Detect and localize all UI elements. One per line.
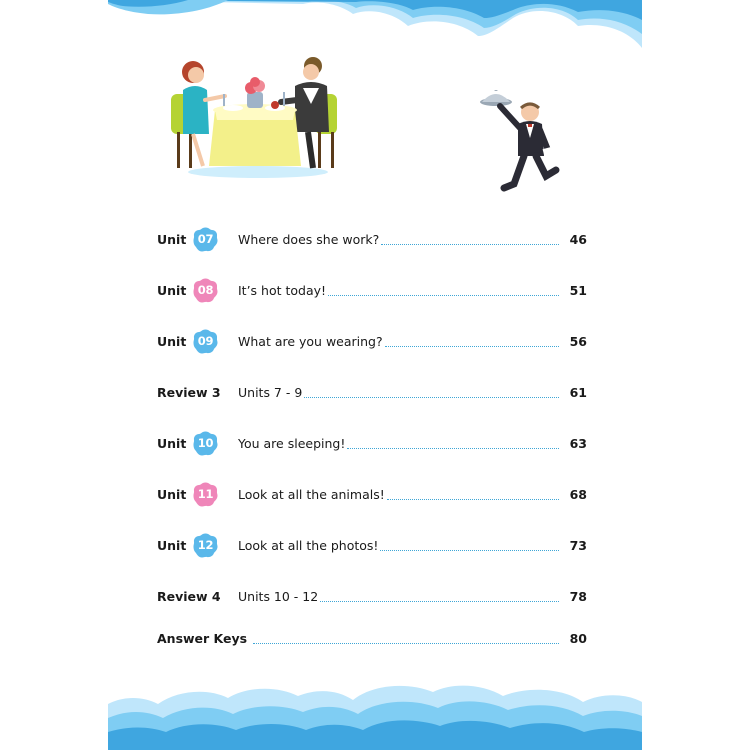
row-page-number: 80 — [569, 630, 587, 646]
row-title: You are sleeping! — [238, 435, 346, 451]
row-title: Units 7 - 9 — [238, 384, 303, 400]
toc-page — [108, 0, 642, 750]
table-of-contents — [108, 0, 642, 750]
row-page-number: 51 — [569, 282, 587, 298]
row-page-number: 56 — [569, 333, 587, 349]
row-label: Unit — [157, 435, 187, 451]
dotted-leader — [320, 601, 559, 602]
toc-row-unit-08[interactable] — [157, 276, 587, 304]
row-label: Unit — [157, 231, 187, 247]
row-title: Look at all the photos! — [238, 537, 379, 553]
row-title: What are you wearing? — [238, 333, 383, 349]
dotted-leader — [385, 346, 559, 347]
dotted-leader — [253, 643, 559, 644]
row-label: Unit — [157, 486, 187, 502]
row-title: Where does she work? — [238, 231, 380, 247]
unit-number-badge: 07 — [192, 226, 219, 253]
row-page-number: 68 — [569, 486, 587, 502]
toc-row-unit-11[interactable] — [157, 480, 587, 508]
row-title: Look at all the animals! — [238, 486, 385, 502]
row-title: Units 10 - 12 — [238, 588, 319, 604]
row-page-number: 78 — [569, 588, 587, 604]
unit-number-badge: 10 — [192, 430, 219, 457]
toc-row-review-3[interactable] — [157, 378, 587, 406]
row-page-number: 46 — [569, 231, 587, 247]
row-label: Unit — [157, 333, 187, 349]
unit-number-badge: 08 — [192, 277, 219, 304]
row-page-number: 73 — [569, 537, 587, 553]
row-page-number: 63 — [569, 435, 587, 451]
bottom-cloud-border — [108, 682, 642, 750]
dotted-leader — [304, 397, 559, 398]
toc-row-unit-09[interactable] — [157, 327, 587, 355]
toc-row-review-4[interactable] — [157, 582, 587, 610]
unit-number-badge: 12 — [192, 532, 219, 559]
dotted-leader — [380, 550, 559, 551]
row-page-number: 61 — [569, 384, 587, 400]
row-label: Unit — [157, 282, 187, 298]
toc-row-unit-07[interactable] — [157, 225, 587, 253]
dotted-leader — [387, 499, 559, 500]
toc-row-unit-12[interactable] — [157, 531, 587, 559]
toc-row-unit-10[interactable] — [157, 429, 587, 457]
dotted-leader — [381, 244, 559, 245]
dotted-leader — [328, 295, 559, 296]
unit-number-badge: 09 — [192, 328, 219, 355]
row-label: Unit — [157, 537, 187, 553]
row-title: It’s hot today! — [238, 282, 327, 298]
row-label: Answer Keys — [157, 630, 248, 646]
row-label: Review 3 — [157, 384, 221, 400]
toc-row-answer-keys[interactable] — [157, 624, 587, 652]
unit-number-badge: 11 — [192, 481, 219, 508]
row-label: Review 4 — [157, 588, 221, 604]
dotted-leader — [347, 448, 559, 449]
